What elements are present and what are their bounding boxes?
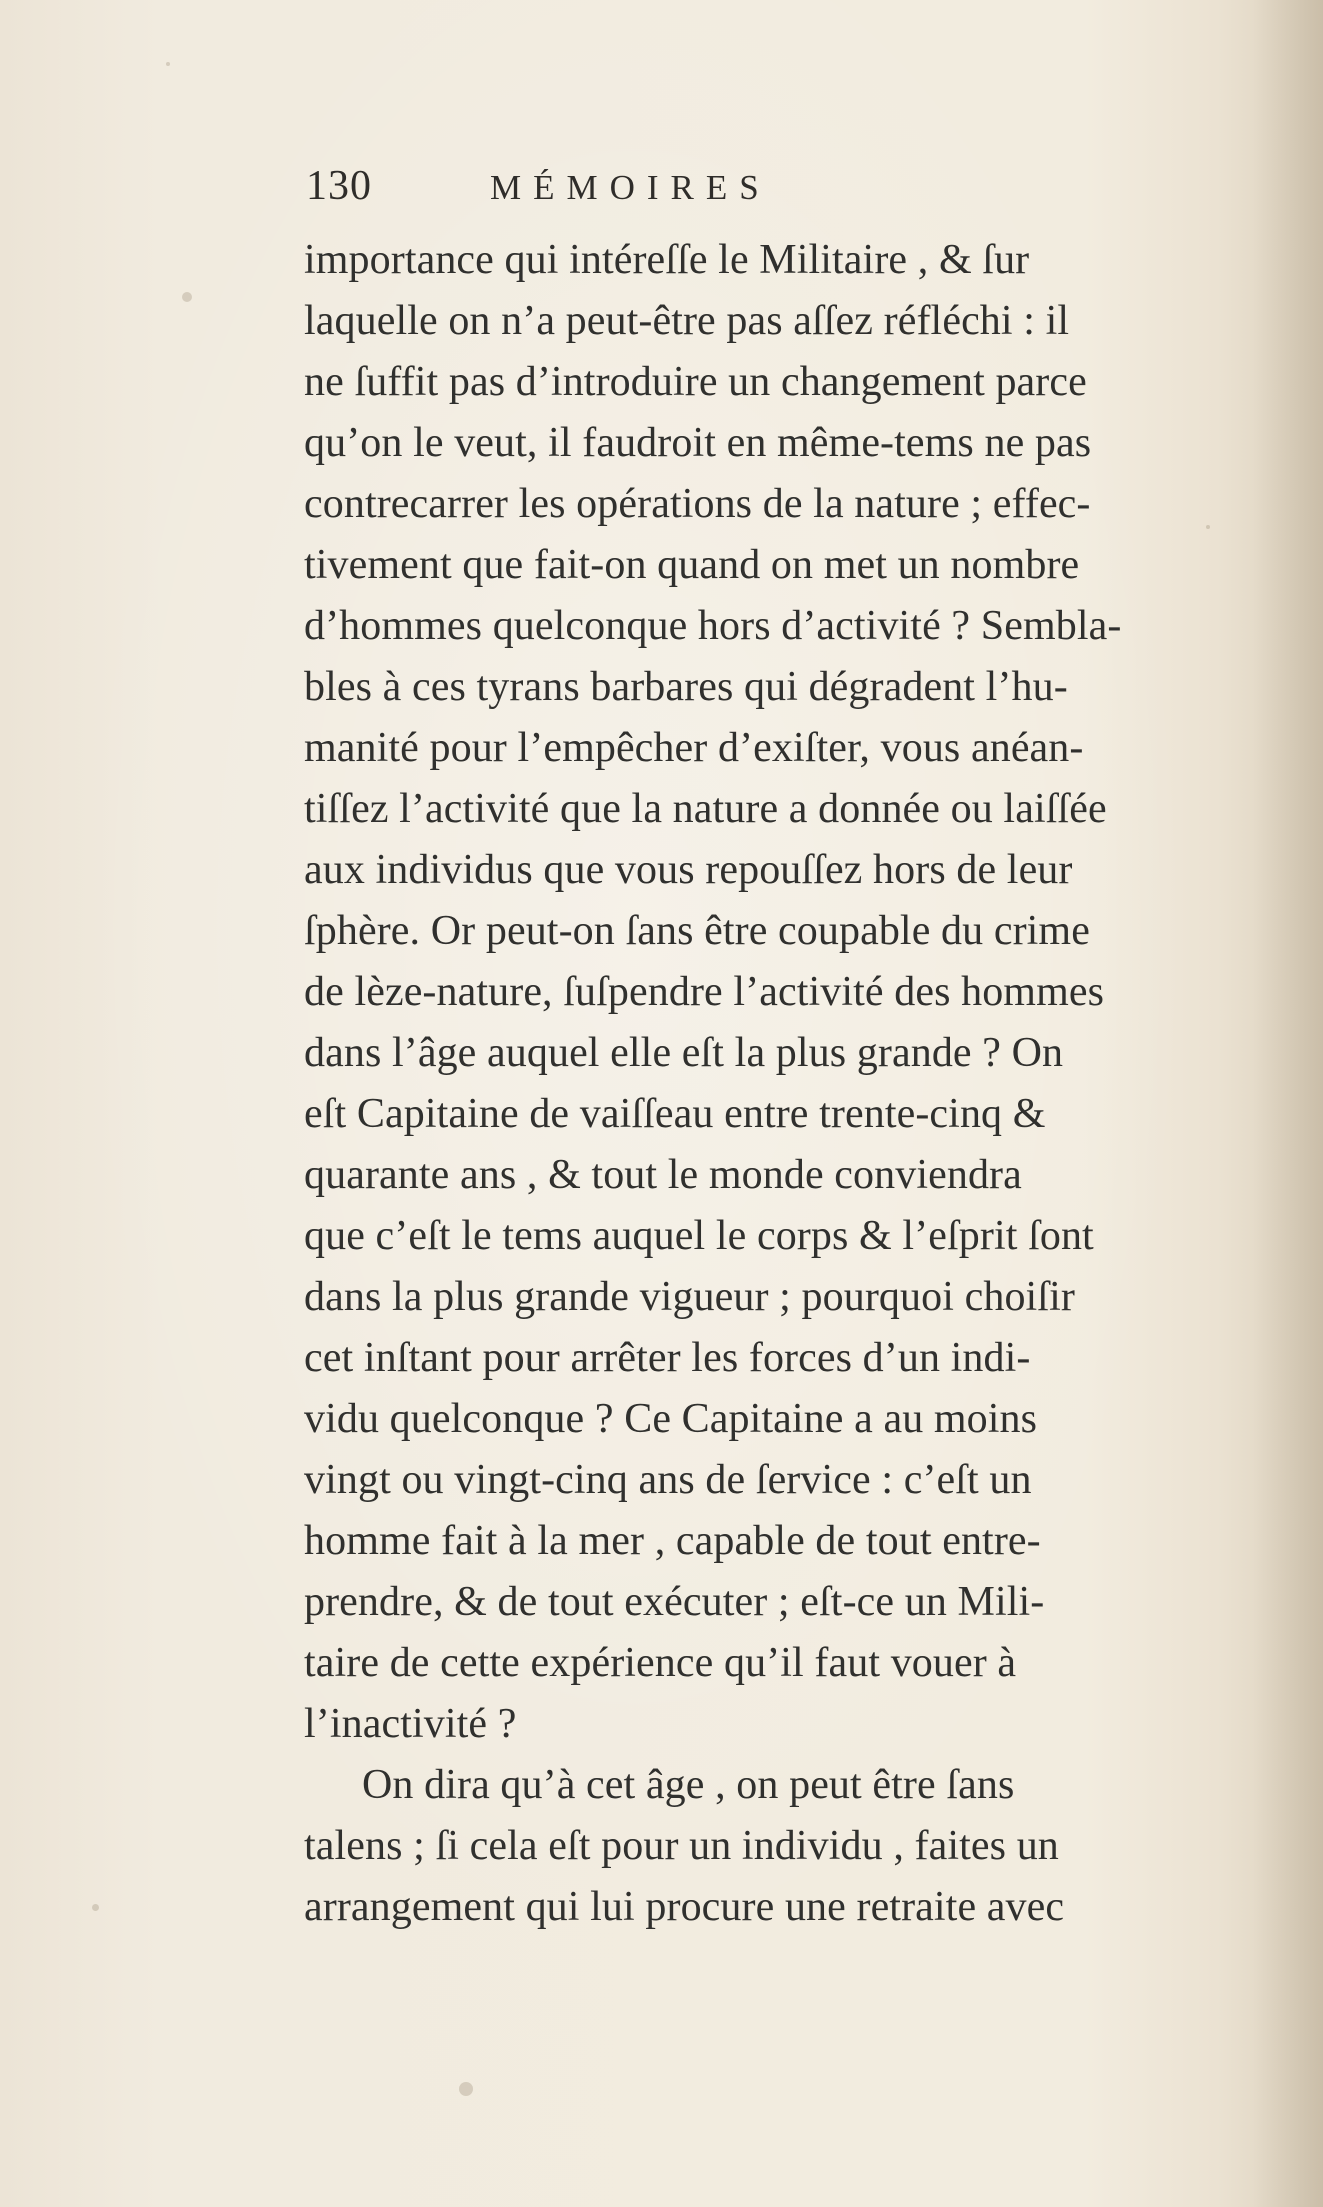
page-gutter-shadow xyxy=(1253,0,1323,2207)
text-line: talens ; ſi cela eſt pour un individu , faites un xyxy=(304,1823,1059,1869)
paper-speck xyxy=(459,2082,473,2096)
paper-speck xyxy=(92,1904,99,1911)
page-number: 130 xyxy=(306,163,372,209)
body-text xyxy=(304,230,1236,1938)
text-line: bles à ces tyrans barbares qui dégradent l’hu- xyxy=(304,664,1068,710)
text-line: de lèze-nature, ſuſpendre l’activité des hommes xyxy=(304,969,1105,1015)
text-line: manité pour l’empêcher d’exiſter, vous anéan- xyxy=(304,725,1084,771)
text-line: l’inactivité ? xyxy=(304,1701,517,1747)
text-line: cet inſtant pour arrêter les forces d’un indi- xyxy=(304,1335,1031,1381)
paper-speck xyxy=(166,62,170,66)
text-line: tiſſez l’activité que la nature a donnée ou laiſſée xyxy=(304,786,1107,832)
text-line: dans la plus grande vigueur ; pourquoi choiſir xyxy=(304,1274,1075,1320)
text-line: qu’on le veut, il faudroit en même-tems ne pas xyxy=(304,420,1092,466)
paper-speck xyxy=(1206,525,1210,529)
text-line: eſt Capitaine de vaiſſeau entre trente-cinq & xyxy=(304,1091,1046,1137)
text-line: ne ſuffit pas d’introduire un changement parce xyxy=(304,359,1087,405)
text-line: laquelle on n’a peut-être pas aſſez réfléchi : il xyxy=(304,298,1070,344)
text-line: contrecarrer les opérations de la nature ; effec- xyxy=(304,481,1091,527)
text-line: quarante ans , & tout le monde conviendra xyxy=(304,1152,1022,1198)
text-line: homme fait à la mer , capable de tout entre- xyxy=(304,1518,1041,1564)
text-line: dans l’âge auquel elle eſt la plus grande ? On xyxy=(304,1030,1064,1076)
text-line: ſphère. Or peut-on ſans être coupable du crime xyxy=(304,908,1090,954)
text-line: vidu quelconque ? Ce Capitaine a au moins xyxy=(304,1396,1038,1442)
text-line: tivement que fait-on quand on met un nombre xyxy=(304,542,1080,588)
text-line: d’hommes quelconque hors d’activité ? Sembla- xyxy=(304,603,1122,649)
text-line: vingt ou vingt-cinq ans de ſervice : c’eſt un xyxy=(304,1457,1032,1503)
text-line: prendre, & de tout exécuter ; eſt-ce un Mili- xyxy=(304,1579,1045,1625)
paper-speck xyxy=(182,292,192,302)
text-line: importance qui intéreſſe le Militaire , & ſur xyxy=(304,237,1030,283)
text-line: On dira qu’à cet âge , on peut être ſans xyxy=(362,1762,1015,1808)
text-line: taire de cette expérience qu’il faut vouer à xyxy=(304,1640,1017,1686)
text-line: que c’eſt le tems auquel le corps & l’eſprit ſont xyxy=(304,1213,1094,1259)
text-line: aux individus que vous repouſſez hors de leur xyxy=(304,847,1073,893)
page-header xyxy=(306,162,1196,214)
running-head: MÉMOIRES xyxy=(490,168,771,207)
text-line: arrangement qui lui procure une retraite avec xyxy=(304,1884,1065,1930)
